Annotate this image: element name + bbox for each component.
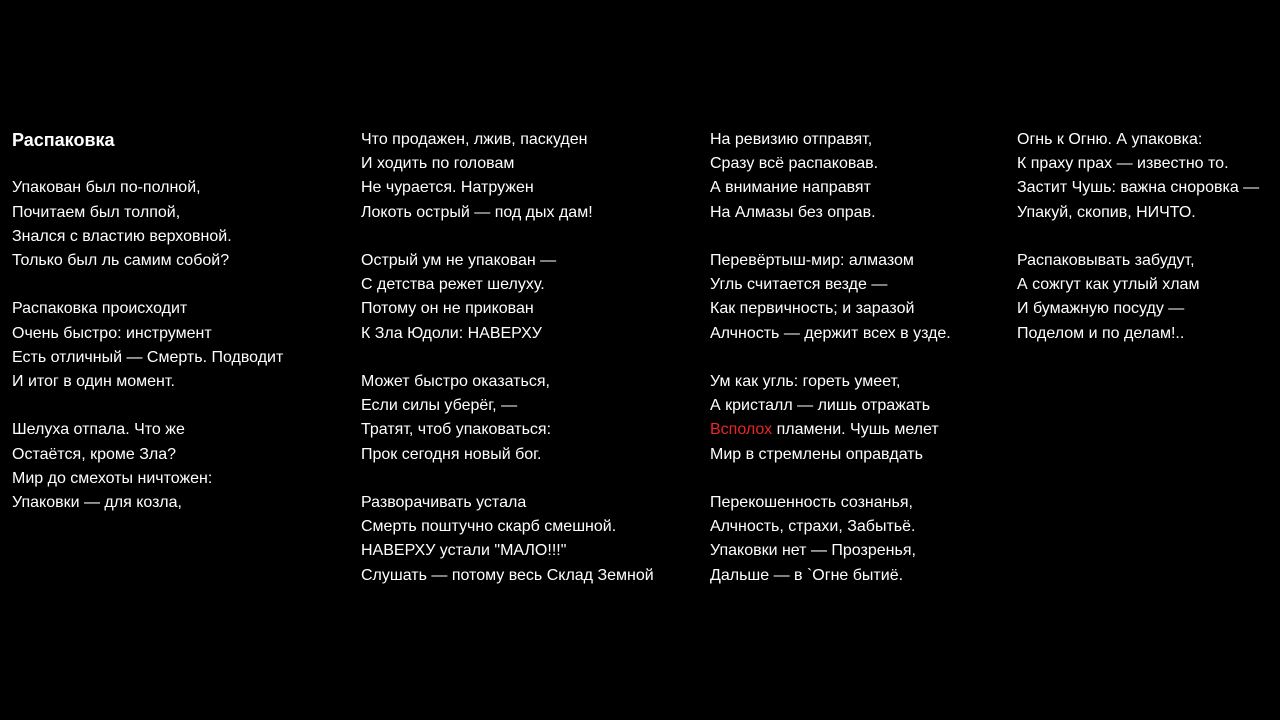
stanza bbox=[710, 491, 951, 588]
poem-line: Острый ум не упакован — bbox=[361, 252, 557, 269]
poem-line: И ходить по головам bbox=[361, 155, 515, 173]
poem-line: Смерть поштучно скарб смешной. bbox=[361, 518, 617, 536]
stanza-group bbox=[710, 128, 951, 588]
stanza bbox=[361, 491, 654, 588]
stanza-group bbox=[1017, 128, 1259, 346]
poem-column-1 bbox=[12, 128, 283, 539]
poem-title: Распаковка bbox=[12, 130, 115, 150]
poem-line: Очень быстро: инструмент bbox=[12, 324, 212, 342]
poem-line: А кристалл — лишь отражать bbox=[710, 397, 931, 415]
poem-line: Поделом и по делам!.. bbox=[1017, 324, 1185, 342]
stanza bbox=[361, 370, 654, 467]
poem-line: Застит Чушь: важна сноровка — bbox=[1017, 179, 1260, 197]
poem-line: Ум как угль: гореть умеет, bbox=[710, 373, 901, 390]
poem-line: На ревизию отправят, bbox=[710, 131, 873, 148]
poem-line: На Алмазы без оправ. bbox=[710, 203, 876, 221]
stanza bbox=[710, 370, 951, 467]
stanza-group bbox=[361, 128, 654, 588]
poem-line: Почитаем был толпой, bbox=[12, 203, 181, 221]
stanza bbox=[12, 297, 283, 394]
poem-line: Перевёртыш-мир: алмазом bbox=[710, 252, 914, 269]
poem-line: Есть отличный — Смерть. Подводит bbox=[12, 348, 284, 366]
poem-line: И бумажную посуду — bbox=[1017, 300, 1185, 318]
stanza bbox=[1017, 249, 1259, 346]
stanza bbox=[361, 249, 654, 346]
poem-line: Локоть острый — под дых дам! bbox=[361, 203, 593, 221]
poem-line: НАВЕРХУ устали "МАЛО!!!" bbox=[361, 542, 567, 560]
poem-line: Распаковка происходит bbox=[12, 300, 188, 318]
poem-column-3 bbox=[710, 128, 951, 612]
poem-line: Только был ль самим собой? bbox=[12, 252, 230, 269]
poem-line: Сразу всё распаковав. bbox=[710, 155, 879, 173]
highlighted-word: Всполох bbox=[710, 421, 773, 439]
poem-line: И итог в один момент. bbox=[12, 373, 175, 390]
poem-line: Не чурается. Натружен bbox=[361, 179, 534, 197]
poem-line: С детства режет шелуху. bbox=[361, 276, 545, 294]
title-spacer bbox=[12, 152, 283, 176]
poem-line: К праху прах — известно то. bbox=[1017, 155, 1229, 173]
poem-line: Упакуй, скопив, НИЧТО. bbox=[1017, 203, 1196, 221]
poem-line: Перекошенность сознанья, bbox=[710, 494, 913, 511]
poem-column-2 bbox=[361, 128, 654, 612]
poem-line: Остаётся, кроме Зла? bbox=[12, 445, 177, 463]
poem-line: Знался с властию верховной. bbox=[12, 227, 232, 245]
poem-line: Дальше — в `Огне бытиё. bbox=[710, 566, 904, 584]
stanza bbox=[12, 176, 283, 273]
poem-line: Тратят, чтоб упаковаться: bbox=[361, 421, 552, 439]
stanza bbox=[12, 418, 283, 515]
poem-line: Всполох пламени. Чушь мелет bbox=[710, 421, 939, 439]
poem-line: Как первичность; и заразой bbox=[710, 300, 915, 318]
poem-line: Мир в стремлены оправдать bbox=[710, 445, 923, 463]
poem-line: Мир до смехоты ничтожен: bbox=[12, 469, 213, 487]
poem-line: Разворачивать устала bbox=[361, 494, 527, 511]
stanza bbox=[1017, 128, 1259, 225]
poem-line: Что продажен, лжив, паскуден bbox=[361, 131, 588, 148]
poem-line: А сожгут как утлый хлам bbox=[1017, 276, 1200, 294]
poem-line: Угль считается везде — bbox=[710, 276, 888, 294]
poem-line: Упаковки нет — Прозренья, bbox=[710, 542, 916, 560]
stanza bbox=[710, 249, 951, 346]
poem-line: А внимание направят bbox=[710, 179, 871, 197]
stanza bbox=[361, 128, 654, 225]
poem-line: Может быстро оказаться, bbox=[361, 373, 550, 390]
poem-line: Слушать — потому весь Склад Земной bbox=[361, 566, 654, 584]
poem-line: К Зла Юдоли: НАВЕРХУ bbox=[361, 324, 542, 342]
poem-column-4 bbox=[1017, 128, 1259, 370]
poem-line: Упакован был по-полной, bbox=[12, 179, 201, 197]
poem-line: Шелуха отпала. Что же bbox=[12, 421, 185, 439]
poem-line: Алчность — держит всех в узде. bbox=[710, 324, 951, 342]
poem-line: Если силы уберёг, — bbox=[361, 397, 518, 415]
stanza-group bbox=[12, 176, 283, 515]
poem-line: Прок сегодня новый бог. bbox=[361, 445, 542, 463]
poem-line: Потому он не прикован bbox=[361, 300, 534, 318]
poem-line: Распаковывать забудут, bbox=[1017, 252, 1195, 269]
poem-line: Огнь к Огню. А упаковка: bbox=[1017, 131, 1203, 148]
poem-line: Упаковки — для козла, bbox=[12, 494, 182, 511]
poem-line: Алчность, страхи, Забытьё. bbox=[710, 518, 916, 536]
stanza bbox=[710, 128, 951, 225]
